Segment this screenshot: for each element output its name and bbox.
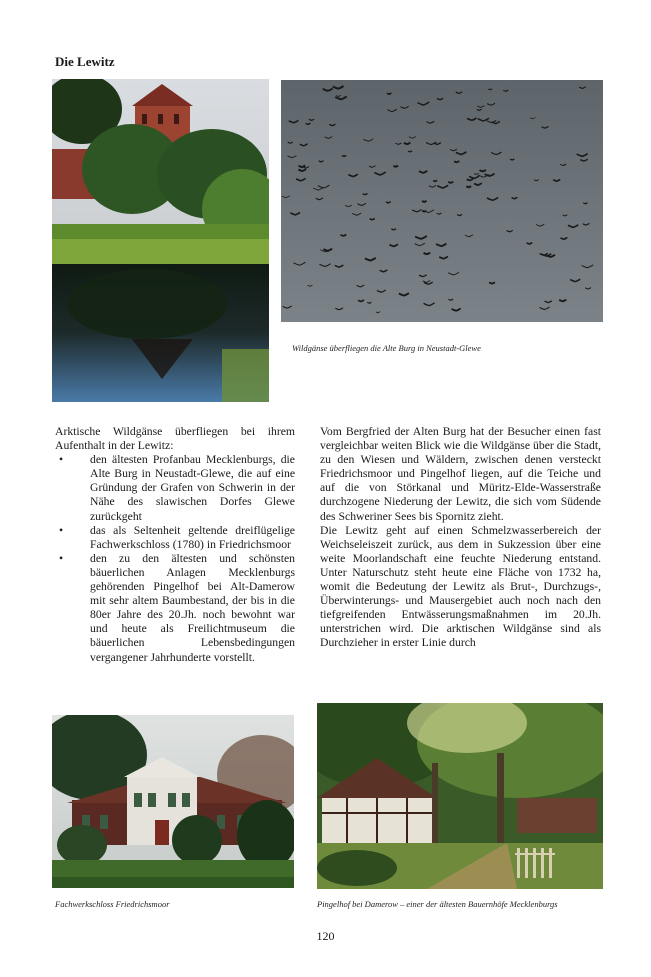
list-item: • das als Seltenheit geltende dreiflügelige Fachwerkschloss (1780) in Friedrichsmoor bbox=[55, 524, 295, 552]
right-text-column bbox=[320, 425, 601, 651]
pingelhof-photo-caption: Pingelhof bei Damerow – einer der ältesten Bauernhöfe Mecklenburgs bbox=[317, 899, 558, 909]
paragraph: Vom Bergfried der Alten Burg hat der Besucher einen fast vergleichbar weiten Blick wie die Wildgänse über die Stadt, zu den Wiesen und Wäldern, zwischen denen versteckt Friedrichsmoor und Pingelhof liegen, auf die Teiche und auf die von Störkanal und Müritz-Elde-Wasserstraße durchzogene Niederung der Lewitz, die sich vom Südende des Schweriner Sees bis Spornitz zieht. bbox=[320, 425, 601, 523]
list-item: • den zu den ältesten und schönsten bäuerlichen Anlagen Mecklenburgs gehörenden Pingelhof bei Alt-Damerow mit sehr altem Baumbestand, der bis in die 80er Jahre des 20.Jh. noch bewohnt war und heute als Freilichtmuseum die bäuerlichen Lebensbedingungen vergangener Jahrhunderte vorstellt. bbox=[55, 552, 295, 665]
friedrichsmoor-photo bbox=[52, 715, 294, 888]
geese-photo-caption: Wildgänse überfliegen die Alte Burg in Neustadt-Glewe bbox=[292, 343, 481, 353]
page-title: Die Lewitz bbox=[55, 54, 115, 69]
goose-silhouette bbox=[433, 180, 437, 181]
landmark-list bbox=[55, 453, 295, 664]
friedrichsmoor-photo-caption: Fachwerkschloss Friedrichsmoor bbox=[55, 899, 170, 909]
castle-tower-photo bbox=[52, 79, 269, 402]
pingelhof-photo bbox=[317, 703, 603, 889]
goose-silhouette bbox=[466, 186, 471, 187]
page-number: 120 bbox=[316, 929, 335, 943]
flying-geese-photo bbox=[281, 80, 603, 322]
goose-silhouette bbox=[422, 211, 426, 212]
left-text-column bbox=[55, 425, 295, 665]
paragraph: Die Lewitz geht auf einen Schmelzwasserbereich der Weichseleiszeit zurück, aus dem in Sukzession über eine weite Moorlandschaft eine feuchte Niederung entstand. Unter Naturschutz steht heute eine Fläche von 1732 ha, womit die Bedeutung der Lewitz als Brut-, Durchzugs-, Überwinterungs- und Mausergebiet auch noch nach den tiefgreifenden Entwässerungsmaßnahmen im 20.Jh. unterstrichen wird. Die arktischen Wildgänse sind als Durchzieher in erster Linie durch bbox=[320, 523, 601, 650]
intro-paragraph: Arktische Wildgänse überfliegen bei ihrem Aufenthalt in der Lewitz: bbox=[55, 425, 295, 453]
list-item: • den ältesten Profanbau Mecklenburgs, die Alte Burg in Neustadt-Glewe, die auf eine Gründung der Grafen von Schwerin in der Nähe des slawischen Dorfes Glewe zurückgeht bbox=[55, 453, 295, 523]
goose-silhouette bbox=[393, 166, 398, 167]
